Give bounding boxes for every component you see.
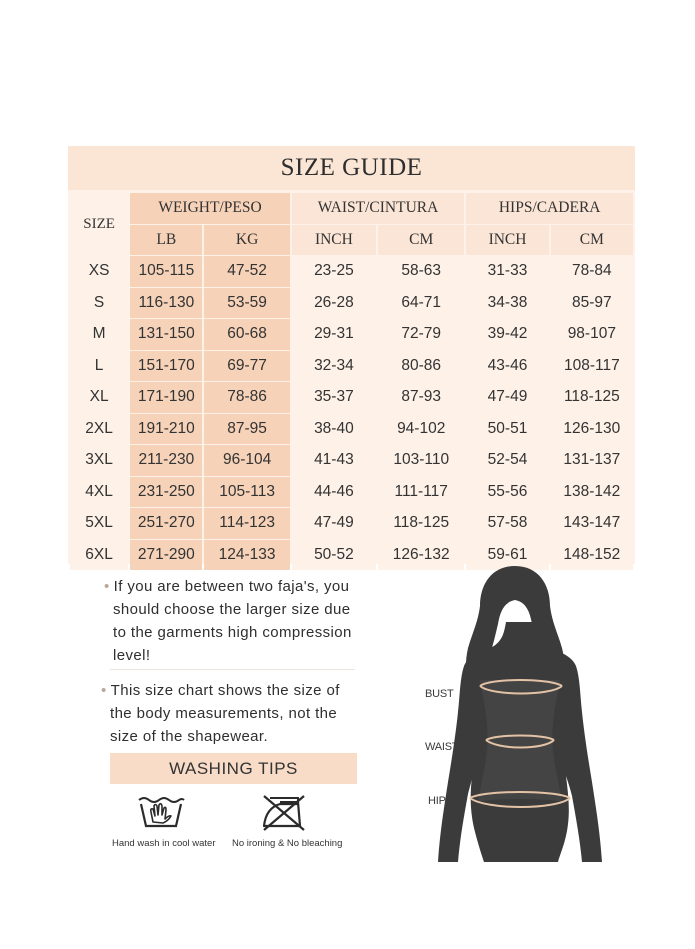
table-cell: 29-31 <box>292 319 376 350</box>
table-cell: 105-115 <box>130 256 202 287</box>
table-cell: 143-147 <box>551 508 633 539</box>
hand-wash-label: Hand wash in cool water <box>112 838 216 849</box>
divider <box>110 669 355 670</box>
bullet-icon: • <box>104 578 110 595</box>
table-cell: 60-68 <box>204 319 289 350</box>
subheader-hips-cm: CM <box>551 225 633 256</box>
subheader-hips-inch: INCH <box>466 225 548 256</box>
table-cell: 85-97 <box>551 288 633 319</box>
tip2-line3: size of the shapewear. <box>110 728 269 745</box>
table-cell: 57-58 <box>466 508 548 539</box>
size-label-cell: 4XL <box>70 477 128 508</box>
size-label-cell: XL <box>70 382 128 413</box>
tip1-line1: If you are between two faja's, you <box>113 578 350 595</box>
table-row <box>70 351 633 382</box>
hand-wash-icon <box>136 792 186 832</box>
table-cell: 126-132 <box>378 540 464 571</box>
table-row <box>70 256 633 287</box>
table-cell: 41-43 <box>292 445 376 476</box>
table-cell: 32-34 <box>292 351 376 382</box>
tip2-line2: the body measurements, not the <box>110 705 338 722</box>
table-cell: 124-133 <box>204 540 289 571</box>
table-cell: 138-142 <box>551 477 633 508</box>
tip1-line2: should choose the larger size due <box>113 601 351 618</box>
size-table <box>68 192 635 571</box>
table-cell: 53-59 <box>204 288 289 319</box>
table-cell: 23-25 <box>292 256 376 287</box>
tip2-line1: This size chart shows the size of <box>110 682 340 699</box>
waist-label: WAIST <box>425 741 459 753</box>
bust-label: BUST <box>425 688 454 700</box>
table-cell: 94-102 <box>378 414 464 445</box>
size-label-cell: M <box>70 319 128 350</box>
table-cell: 64-71 <box>378 288 464 319</box>
table-cell: 50-51 <box>466 414 548 445</box>
table-cell: 148-152 <box>551 540 633 571</box>
table-cell: 52-54 <box>466 445 548 476</box>
table-cell: 103-110 <box>378 445 464 476</box>
washing-tips-title: WASHING TIPS <box>110 753 357 784</box>
header-waist: WAIST/CINTURA <box>292 193 465 224</box>
table-row <box>70 477 633 508</box>
tip-between-sizes <box>104 575 394 667</box>
table-cell: 118-125 <box>551 382 633 413</box>
header-weight: WEIGHT/PESO <box>130 193 290 224</box>
body-silhouette-figure <box>420 562 620 862</box>
size-label-cell: 6XL <box>70 540 128 571</box>
hip-label: HIP <box>428 795 446 807</box>
size-label-cell: S <box>70 288 128 319</box>
subheader-waist-cm: CM <box>378 225 464 256</box>
table-cell: 116-130 <box>130 288 202 319</box>
table-cell: 108-117 <box>551 351 633 382</box>
size-label-cell: XS <box>70 256 128 287</box>
table-cell: 50-52 <box>292 540 376 571</box>
no-iron-label: No ironing & No bleaching <box>232 838 343 849</box>
table-cell: 231-250 <box>130 477 202 508</box>
table-cell: 126-130 <box>551 414 633 445</box>
table-row <box>70 288 633 319</box>
table-cell: 131-137 <box>551 445 633 476</box>
table-cell: 69-77 <box>204 351 289 382</box>
subheader-waist-inch: INCH <box>292 225 376 256</box>
table-cell: 72-79 <box>378 319 464 350</box>
table-cell: 191-210 <box>130 414 202 445</box>
table-cell: 131-150 <box>130 319 202 350</box>
table-cell: 87-95 <box>204 414 289 445</box>
tip1-line4: level! <box>113 647 151 664</box>
table-cell: 87-93 <box>378 382 464 413</box>
table-cell: 105-113 <box>204 477 289 508</box>
table-row <box>70 445 633 476</box>
table-cell: 98-107 <box>551 319 633 350</box>
subheader-lb: LB <box>130 225 202 256</box>
table-cell: 55-56 <box>466 477 548 508</box>
table-cell: 35-37 <box>292 382 376 413</box>
table-cell: 39-42 <box>466 319 548 350</box>
table-cell: 114-123 <box>204 508 289 539</box>
header-size: SIZE <box>70 193 128 255</box>
table-cell: 211-230 <box>130 445 202 476</box>
table-cell: 96-104 <box>204 445 289 476</box>
size-label-cell: 2XL <box>70 414 128 445</box>
bullet-icon: • <box>101 682 107 699</box>
table-row <box>70 319 633 350</box>
size-label-cell: 5XL <box>70 508 128 539</box>
table-cell: 111-117 <box>378 477 464 508</box>
table-row <box>70 508 633 539</box>
table-row <box>70 414 633 445</box>
table-cell: 58-63 <box>378 256 464 287</box>
size-guide-panel <box>68 146 635 564</box>
table-cell: 78-86 <box>204 382 289 413</box>
table-cell: 47-49 <box>466 382 548 413</box>
table-cell: 151-170 <box>130 351 202 382</box>
table-cell: 271-290 <box>130 540 202 571</box>
table-cell: 118-125 <box>378 508 464 539</box>
table-cell: 47-49 <box>292 508 376 539</box>
table-cell: 78-84 <box>551 256 633 287</box>
subheader-kg: KG <box>204 225 289 256</box>
table-cell: 38-40 <box>292 414 376 445</box>
table-cell: 59-61 <box>466 540 548 571</box>
size-guide-title: SIZE GUIDE <box>68 146 635 190</box>
table-cell: 171-190 <box>130 382 202 413</box>
table-cell: 251-270 <box>130 508 202 539</box>
table-row <box>70 382 633 413</box>
tip-body-measurements <box>101 679 391 748</box>
table-cell: 34-38 <box>466 288 548 319</box>
table-cell: 43-46 <box>466 351 548 382</box>
table-cell: 31-33 <box>466 256 548 287</box>
tip1-line3: to the garments high compression <box>113 624 352 641</box>
table-cell: 44-46 <box>292 477 376 508</box>
table-cell: 26-28 <box>292 288 376 319</box>
header-hips: HIPS/CADERA <box>466 193 633 224</box>
table-cell: 80-86 <box>378 351 464 382</box>
size-label-cell: L <box>70 351 128 382</box>
no-iron-no-bleach-icon <box>258 792 310 832</box>
size-label-cell: 3XL <box>70 445 128 476</box>
table-cell: 47-52 <box>204 256 289 287</box>
